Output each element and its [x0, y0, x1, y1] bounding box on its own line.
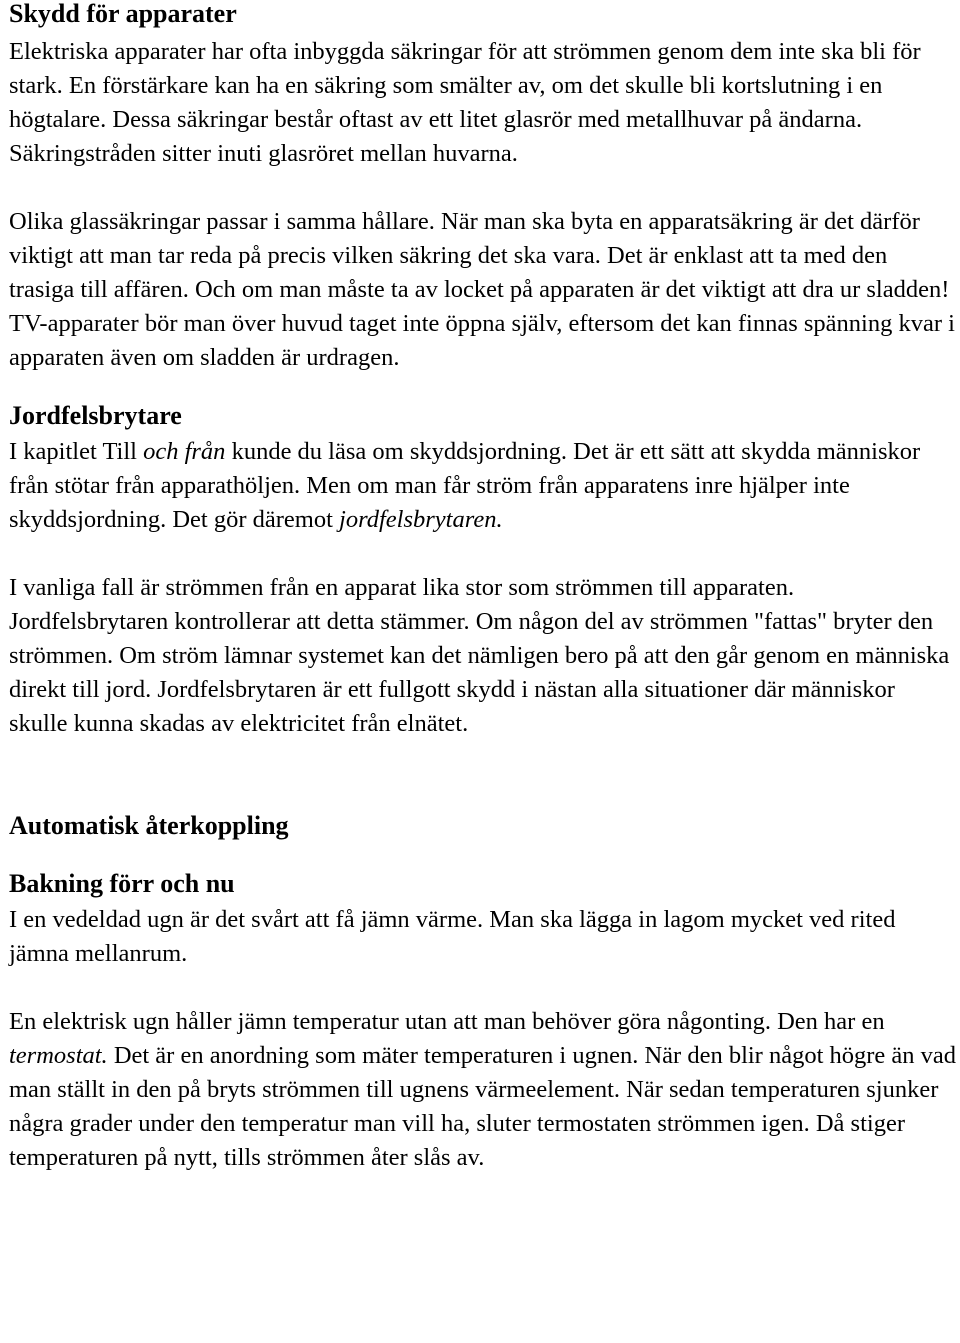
text-run: I kapitlet Till [9, 438, 144, 465]
italic-term-termostat: termostat. [9, 1042, 108, 1069]
italic-term-jordfelsbrytaren: jordfelsbrytaren. [339, 506, 503, 533]
paragraph-bak-2 [9, 1005, 957, 1175]
paragraph-skydd-1: Elektriska apparater har ofta inbyggda säkringar för att strömmen genom dem inte ska bli för stark. En förstärkare kan ha en säkring som smälter av, om det skulle bli kortslutning i en högtalare. Dessa säkringar består oftast av ett litet glasrör med metallhuvar på ändarna. Säkringstråden sitter inuti glasröret mellan huvarna. [9, 38, 921, 167]
text-run: Det är en anordning som mäter temperaturen i ugnen. När den blir något högre än vad man ställt in den på bryts strömmen till ugnens värmeelement. När sedan temperaturen sjunker några grader under den temperatur man vill ha, sluter termostaten strömmen igen. Då stiger temperaturen på nytt, tills strömmen åter slås av. [9, 1042, 957, 1171]
document-page [9, 0, 957, 1175]
heading-bakning-forr-och-nu: Bakning förr och nu [9, 869, 235, 898]
heading-automatisk-aterkoppling: Automatisk återkoppling [9, 811, 289, 840]
heading-skydd-for-apparater: Skydd för apparater [9, 0, 237, 28]
text-run: kunde du läsa om skyddsjordning. Det är ett sätt att skydda människor från stötar från apparathöljen. Men om man får ström från apparatens inre hjälper inte skyddsjordning. Det gör däremot [9, 438, 921, 533]
italic-term-och-fran: och från [143, 438, 226, 465]
paragraph-jord-2: I vanliga fall är strömmen från en apparat lika stor som strömmen till apparaten. Jordfelsbrytaren kontrollerar att detta stämmer. Om någon del av strömmen "fattas" bryter den strömmen. Om ström lämnar systemet kan det nämligen bero på att den går genom en människa direkt till jord. Jordfelsbrytaren är ett fullgott skydd i nästan alla situationer där människor skulle kunna skadas av elektricitet från elnätet. [9, 574, 950, 737]
paragraph-jord-1 [9, 435, 957, 537]
heading-jordfelsbrytare: Jordfelsbrytare [9, 401, 182, 430]
paragraph-bak-1: I en vedeldad ugn är det svårt att få jämn värme. Man ska lägga in lagom mycket ved rited jämna mellanrum. [9, 906, 896, 967]
paragraph-skydd-2: Olika glassäkringar passar i samma hållare. När man ska byta en apparatsäkring är det därför viktigt att man tar reda på precis vilken säkring det ska vara. Det är enklast att ta med den trasiga till affären. Och om man måste ta av locket på apparaten är det viktigt att dra ur sladden! TV-apparater bör man över huvud taget inte öppna själv, eftersom det kan finnas spänning kvar i apparaten även om sladden är urdragen. [9, 208, 955, 371]
text-run: En elektrisk ugn håller jämn temperatur utan att man behöver göra någonting. Den har en [9, 1008, 885, 1035]
